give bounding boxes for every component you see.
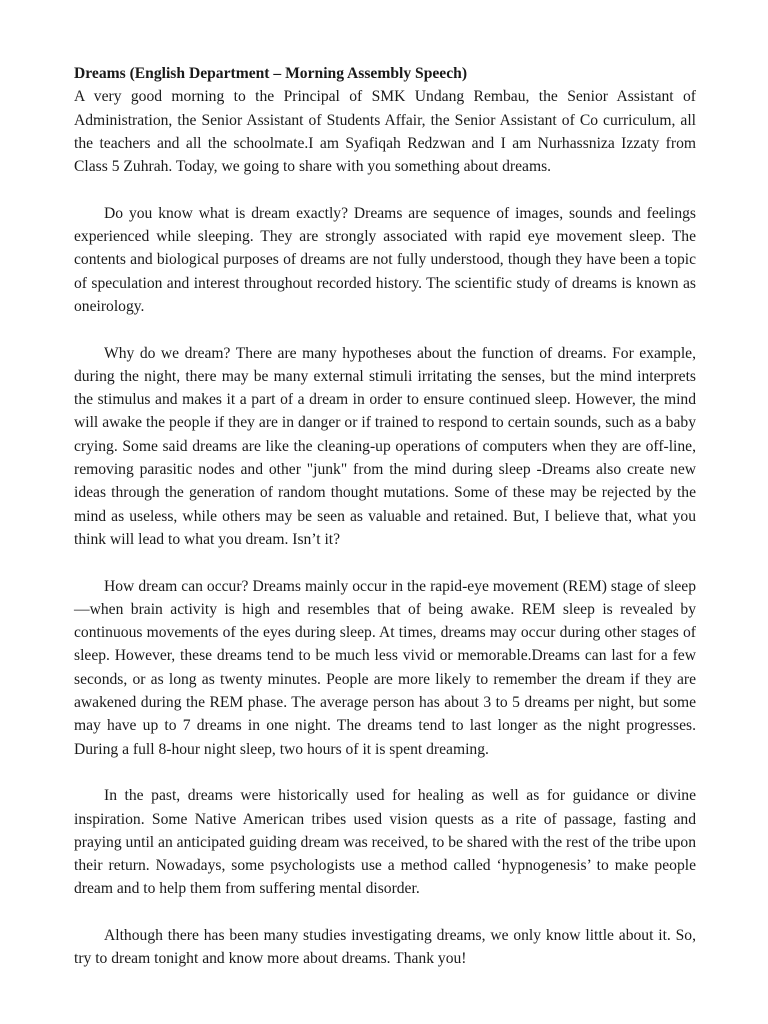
paragraph-history-of-dreams: In the past, dreams were historically used for healing as well as for guidance or divine inspiration. Some Native American tribes used vision quests as a rite of passage, fasting and praying until an anticipated guiding dream was received, to be shared with the rest of the tribe upon their return. Nowadays, some psychologists use a method called ‘hypnogenesis’ to make people dream and to help them from suffering mental disorder. [74,787,696,898]
document-body [74,62,696,994]
paragraph-what-is-dream: Do you know what is dream exactly? Dreams are sequence of images, sounds and feelings experienced while sleeping. They are strongly associated with rapid eye movement sleep. The contents and biological purposes of dreams are not fully understood, though they have been a topic of speculation and interest throughout recorded history. The scientific study of dreams is known as oneirology. [74,204,696,315]
paragraph-how-dream-occurs: How dream can occur? Dreams mainly occur in the rapid-eye movement (REM) stage of sleep—when brain activity is high and resembles that of being awake. REM sleep is revealed by continuous movements of the eyes during sleep. At times, dreams may occur during other stages of sleep. However, these dreams tend to be much less vivid or memorable.Dreams can last for a few seconds, or as long as twenty minutes. People are more likely to remember the dream if they are awakened during the REM phase. The average person has about 3 to 5 dreams per night, but some may have up to 7 dreams in one night. The dreams tend to last longer as the night progresses. During a full 8-hour night sleep, two hours of it is spent dreaming. [74,577,696,758]
paragraph-greeting: A very good morning to the Principal of SMK Undang Rembau, the Senior Assistant of Administration, the Senior Assistant of Students Affair, the Senior Assistant of Co curriculum, all the teachers and all the schoolmate.I am Syafiqah Redzwan and I am Nurhassniza Izzaty from Class 5 Zuhrah. Today, we going to share with you something about dreams. [74,88,696,176]
paragraph-closing: Although there has been many studies investigating dreams, we only know little about it. So, try to dream tonight and know more about dreams. Thank you! [74,926,696,968]
document-title: Dreams (English Department – Morning Assembly Speech) [74,65,468,82]
paragraph-why-we-dream: Why do we dream? There are many hypotheses about the function of dreams. For example, during the night, there may be many external stimuli irritating the senses, but the mind interprets the stimulus and makes it a part of a dream in order to ensure continued sleep. However, the mind will awake the people if they are in danger or if trained to respond to certain sounds, such as a baby crying. Some said dreams are like the cleaning-up operations of computers when they are off-line, removing parasitic nodes and other "junk" from the mind during sleep -Dreams also create new ideas through the generation of random thought mutations. Some of these may be rejected by the mind as useless, while others may be seen as valuable and retained. But, I believe that, what you think will lead to what you dream. Isn’t it? [74,344,696,548]
